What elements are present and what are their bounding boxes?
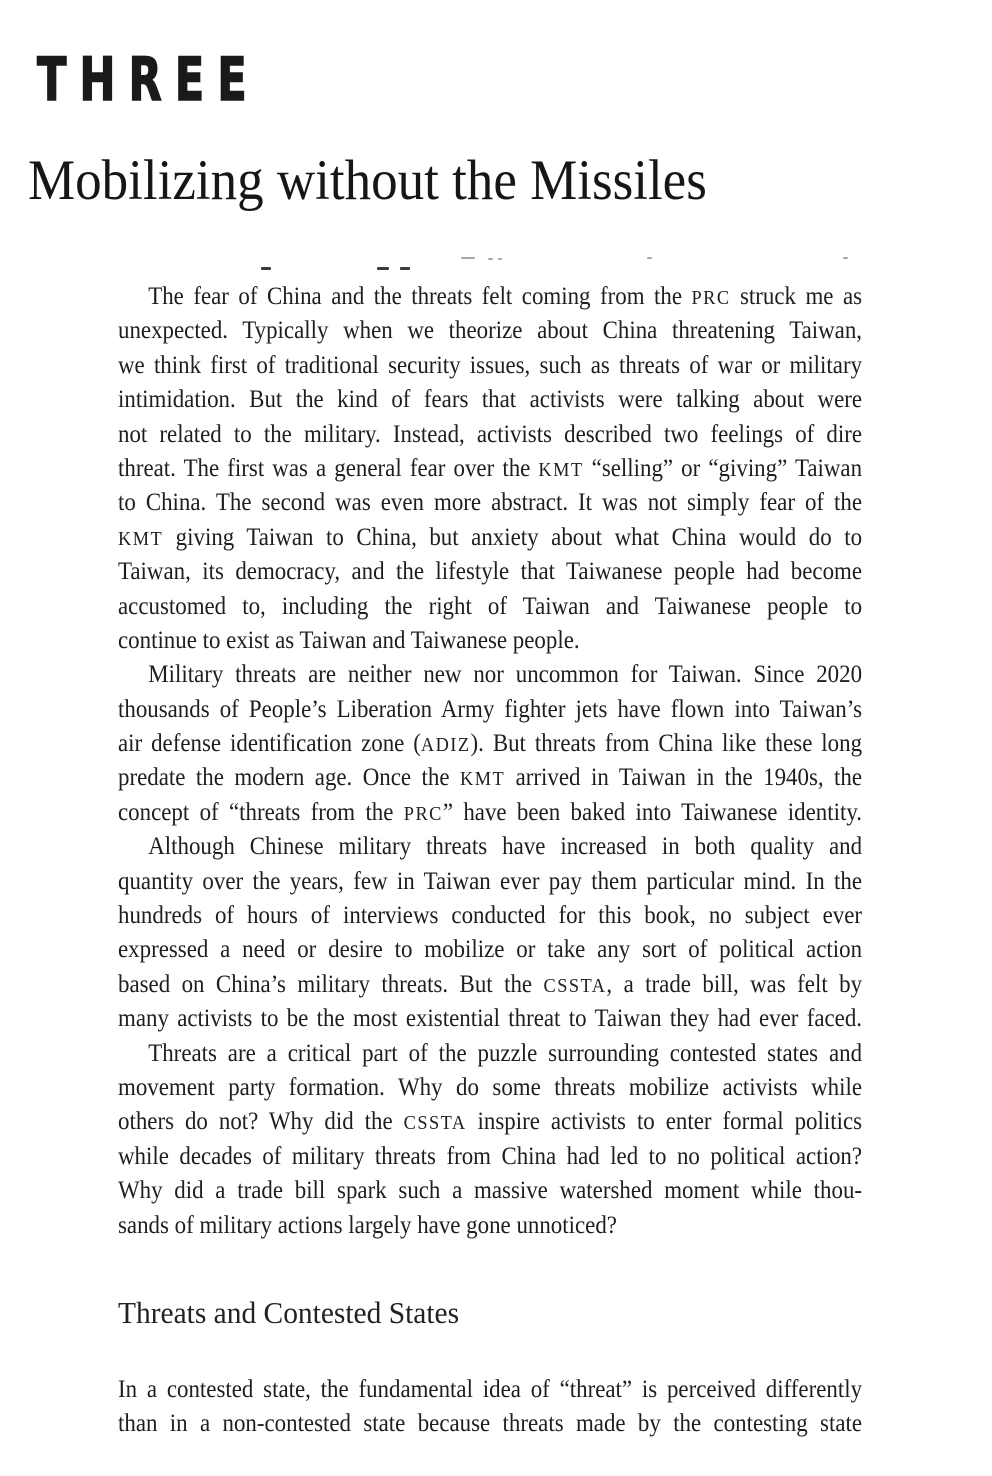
- text-line: expressed a need or desire to mobilize or take any sort of political action: [118, 936, 863, 964]
- text-line: threat. The first was a general fear over the KMT “selling” or “giving” Taiwan: [118, 454, 863, 482]
- section-body-text: [118, 1373, 862, 1442]
- text-line: unexpected. Typically when we theorize about China threatening Taiwan,: [118, 317, 863, 345]
- chapter-number: THREE: [37, 45, 260, 115]
- text-line: based on China’s military threats. But the CSSTA, a trade bill, was felt by: [118, 970, 863, 998]
- section-heading: Threats and Contested States: [118, 1295, 460, 1330]
- text-line: predate the modern age. Once the KMT arrived in Taiwan in the 1940s, the: [118, 764, 863, 792]
- body-text: [118, 280, 862, 1243]
- text-line: Military threats are neither new nor uncommon for Taiwan. Since 2020: [148, 661, 863, 689]
- text-line: hundreds of hours of interviews conducted for this book, no subject ever: [118, 902, 863, 930]
- text-line: to China. The second was even more abstract. It was not simply fear of the: [118, 489, 863, 517]
- text-line: Taiwan, its democracy, and the lifestyle that Taiwanese people had become: [118, 558, 863, 586]
- acronym-smallcaps: PRC: [691, 287, 731, 309]
- text-line: thousands of People’s Liberation Army fighter jets have flown into Taiwan’s: [118, 695, 863, 723]
- acronym-smallcaps: KMT: [538, 458, 584, 481]
- text-line: Threats are a critical part of the puzzle surrounding contested states and: [148, 1039, 863, 1067]
- text-line: while decades of military threats from China had led to no political action?: [118, 1142, 863, 1170]
- text-line: KMT giving Taiwan to China, but anxiety about what China would do to: [118, 523, 863, 551]
- text-line: sands of military actions largely have gone unnoticed?: [118, 1211, 617, 1239]
- text-line: others do not? Why did the CSSTA inspire activists to enter formal politics: [118, 1108, 863, 1136]
- text-line: many activists to be the most existential threat to Taiwan they had ever faced.: [118, 1005, 863, 1033]
- text-line: The fear of China and the threats felt coming from the PRC struck me as: [148, 283, 863, 310]
- text-line: concept of “threats from the PRC” have been baked into Taiwanese identity.: [118, 798, 863, 826]
- text-line: air defense identification zone (ADIZ). But threats from China like these long: [118, 730, 863, 758]
- text-line: Why did a trade bill spark such a massive watershed moment while thou-: [118, 1177, 863, 1205]
- acronym-smallcaps: ADIZ: [420, 734, 471, 757]
- text-line: than in a non-contested state because threats made by the contesting state: [118, 1410, 863, 1438]
- text-line: not related to the military. Instead, activists described two feelings of dire: [118, 420, 863, 448]
- text-line: movement party formation. Why do some threats mobilize activists while: [118, 1073, 863, 1101]
- text-line: Although Chinese military threats have increased in both quality and: [148, 833, 863, 861]
- chapter-title: Mobilizing without the Missiles: [28, 149, 707, 212]
- text-line: we think first of traditional security issues, such as threats of war or military: [118, 351, 863, 379]
- text-line: continue to exist as Taiwan and Taiwanese people.: [118, 626, 580, 654]
- acronym-smallcaps: KMT: [118, 527, 164, 550]
- acronym-smallcaps: KMT: [460, 768, 506, 791]
- text-line: intimidation. But the kind of fears that activists were talking about were: [118, 386, 863, 414]
- text-line: quantity over the years, few in Taiwan ever pay them particular mind. In the: [118, 867, 863, 895]
- text-line: accustomed to, including the right of Taiwan and Taiwanese people to: [118, 592, 863, 620]
- acronym-smallcaps: PRC: [403, 802, 443, 825]
- acronym-smallcaps: CSSTA: [543, 974, 607, 997]
- text-line: In a contested state, the fundamental idea of “threat” is perceived differently: [118, 1376, 863, 1403]
- acronym-smallcaps: CSSTA: [403, 1112, 467, 1135]
